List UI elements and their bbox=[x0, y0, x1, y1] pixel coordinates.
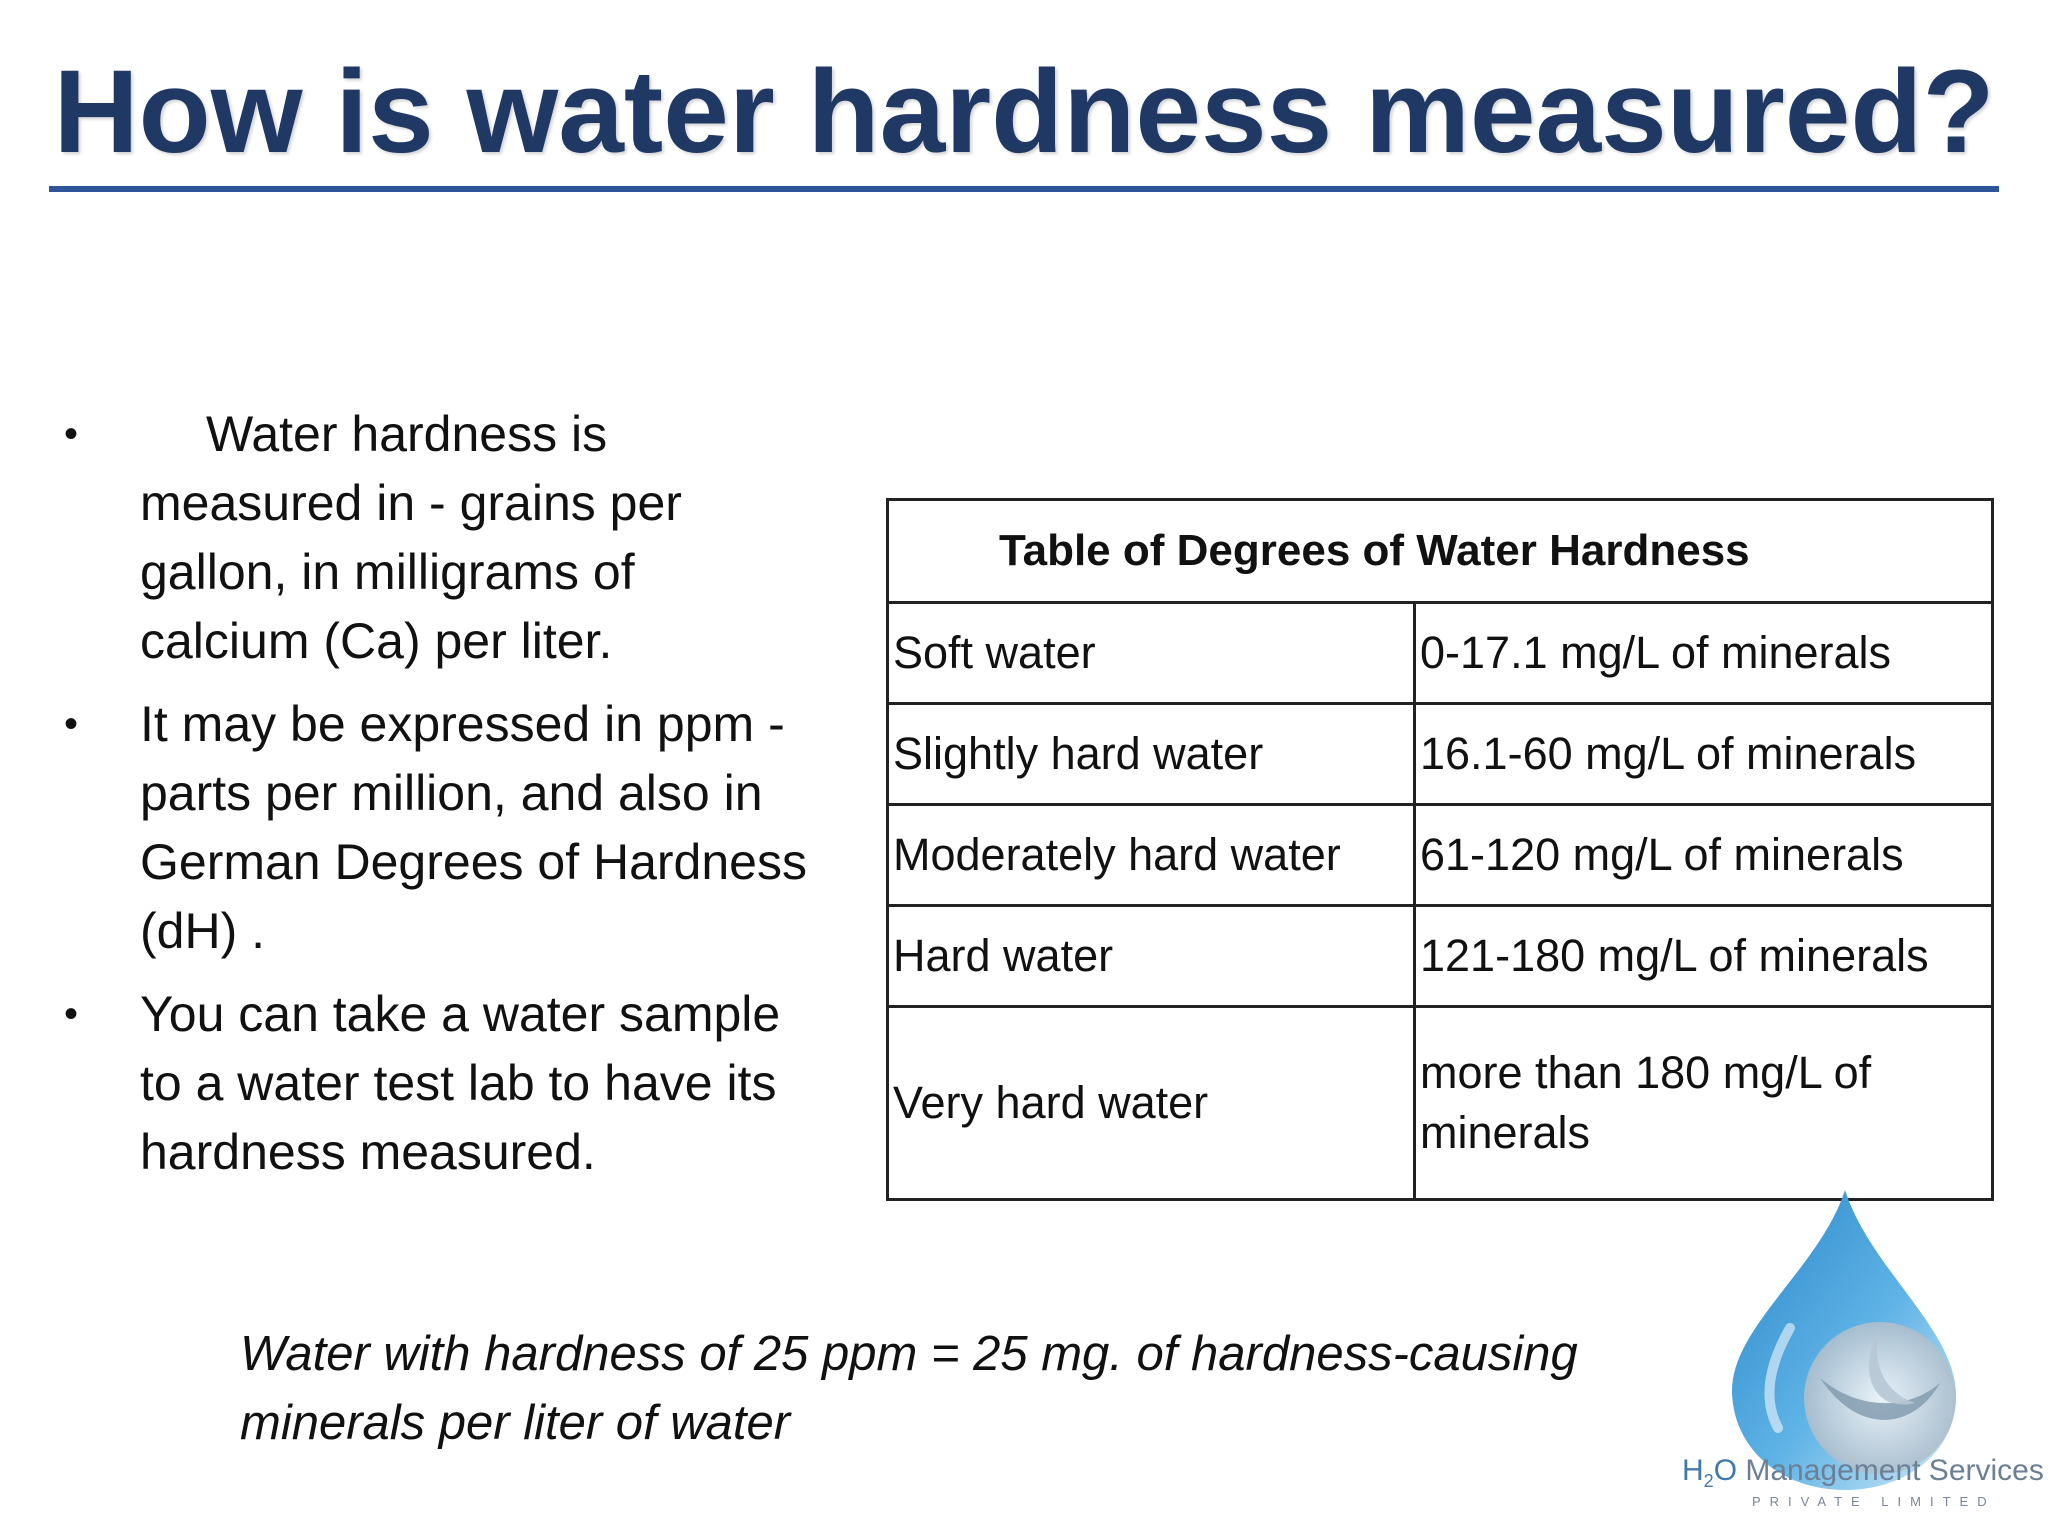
footnote: Water with hardness of 25 ppm = 25 mg. of hardness-causing minerals per liter of water bbox=[240, 1327, 1578, 1450]
bullet-text: It may be expressed in ppm - parts per million, and also in German Degrees of Hardness (dH) . bbox=[140, 696, 807, 959]
swirl-disc bbox=[1804, 1322, 1956, 1474]
table-cell-category: Soft water bbox=[888, 603, 1415, 704]
brand-o: O bbox=[1713, 1454, 1738, 1487]
table-cell-range: more than 180 mg/L of minerals bbox=[1415, 1007, 1993, 1200]
hardness-table bbox=[886, 498, 1994, 1201]
bullet-text: Water hardness is measured in - grains per gallon, in milligrams of calcium (Ca) per liter. bbox=[140, 406, 682, 669]
bullet-dot-icon: • bbox=[64, 992, 79, 1036]
table-row bbox=[888, 704, 1993, 805]
bullet-dot-icon: • bbox=[64, 702, 79, 746]
bullet-dot-icon: • bbox=[64, 412, 79, 456]
bullet-item bbox=[56, 400, 816, 676]
table-row bbox=[888, 1007, 1993, 1200]
brand-sub: 2 bbox=[1703, 1471, 1714, 1491]
bullet-list bbox=[56, 400, 816, 1201]
table-row bbox=[888, 603, 1993, 704]
table-cell-category: Moderately hard water bbox=[888, 805, 1415, 906]
table-header-row bbox=[888, 500, 1993, 603]
table-cell-range: 61-120 mg/L of minerals bbox=[1415, 805, 1993, 906]
table-caption: Table of Degrees of Water Hardness bbox=[888, 500, 1993, 603]
table-cell-range: 16.1-60 mg/L of minerals bbox=[1415, 704, 1993, 805]
title-area bbox=[0, 48, 2048, 192]
bullet-item bbox=[56, 690, 816, 966]
slide-title: How is water hardness measured? bbox=[49, 48, 1998, 192]
table-cell-category: Very hard water bbox=[888, 1007, 1415, 1200]
company-tagline: PRIVATE LIMITED bbox=[1752, 1494, 1996, 1509]
company-name bbox=[1682, 1454, 2042, 1492]
table-row bbox=[888, 805, 1993, 906]
table-cell-range: 0-17.1 mg/L of minerals bbox=[1415, 603, 1993, 704]
brand-rest: Management Services bbox=[1737, 1454, 2044, 1487]
bullet-item bbox=[56, 980, 816, 1187]
table-row bbox=[888, 906, 1993, 1007]
table-cell-category: Slightly hard water bbox=[888, 704, 1415, 805]
table-cell-range: 121-180 mg/L of minerals bbox=[1415, 906, 1993, 1007]
bullet-text: You can take a water sample to a water test lab to have its hardness measured. bbox=[140, 986, 781, 1180]
brand-h: H bbox=[1682, 1454, 1704, 1487]
table-cell-category: Hard water bbox=[888, 906, 1415, 1007]
